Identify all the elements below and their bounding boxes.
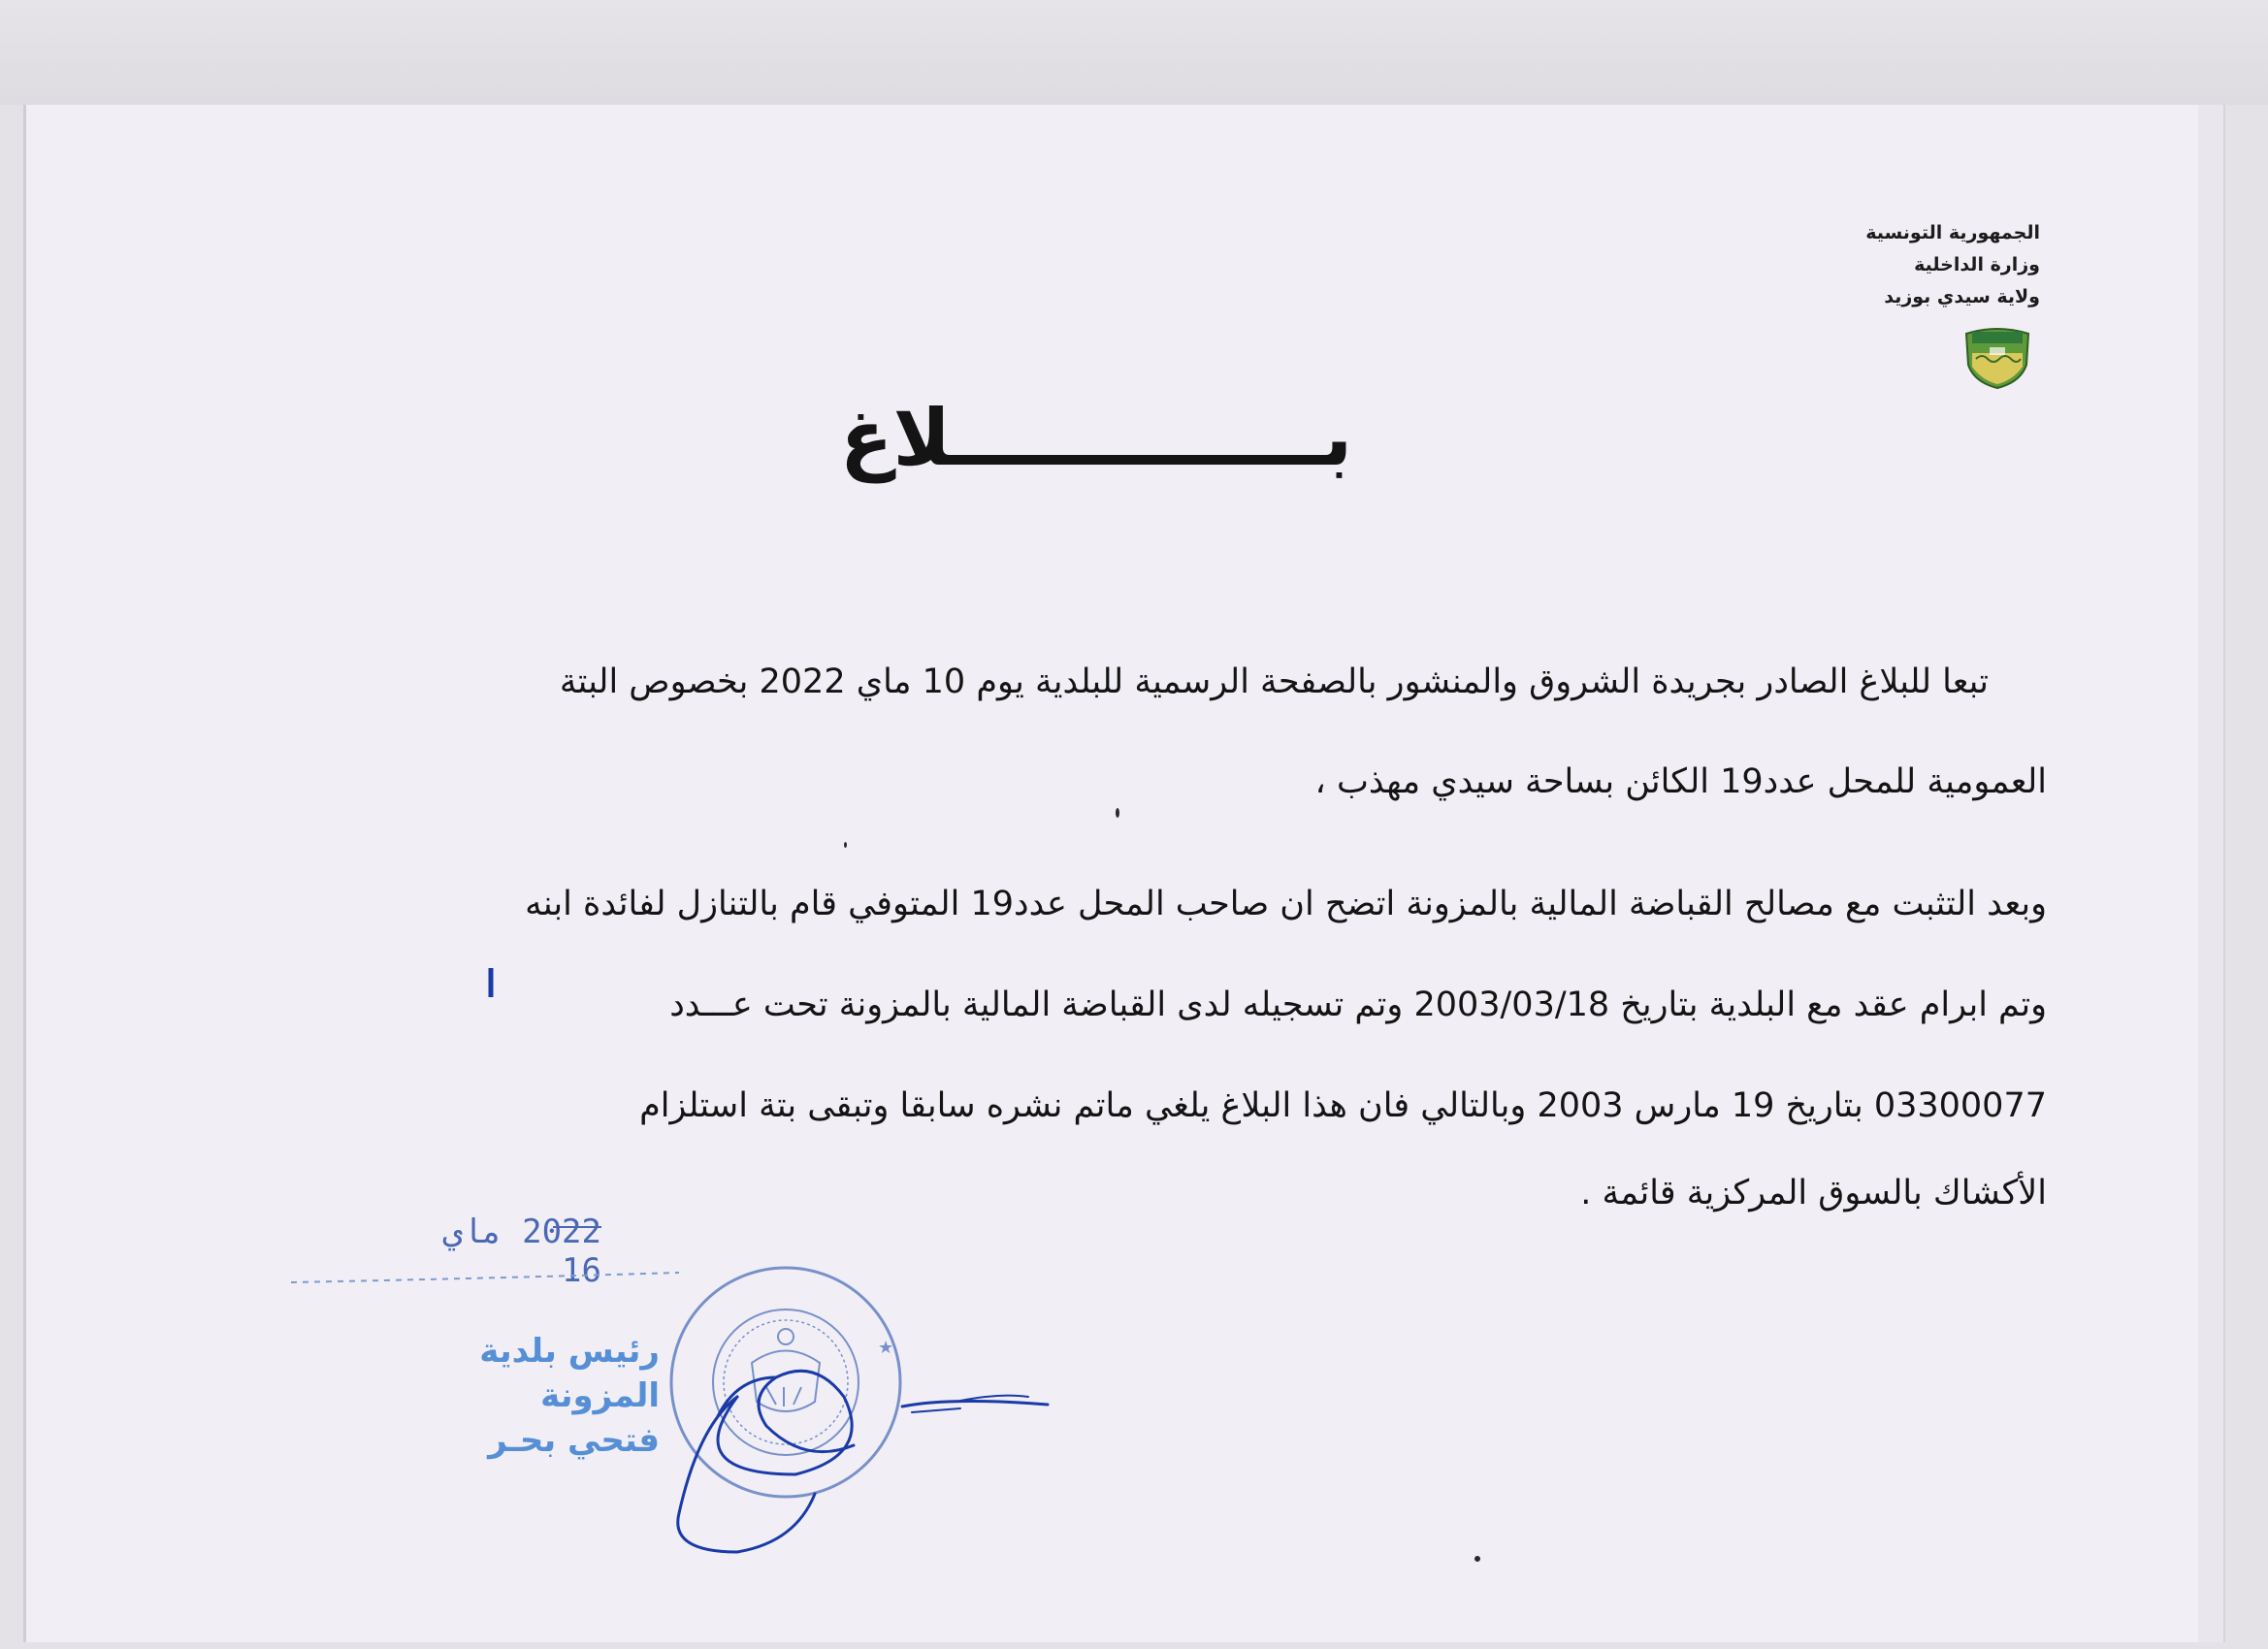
stamp-date: 2022 ماي 16 [442,1212,601,1290]
official-seal-icon [671,1268,900,1497]
letterhead-ministry: وزارة الداخلية [1914,254,2040,275]
svg-text:★: ★ [878,1338,894,1358]
signature-title: رئيس بلدية المزونة [479,1332,660,1415]
paragraph-2-line-3: 03300077 بتاريخ 19 مارس 2003 وبالتالي فان هذا البلاغ يلغي ماتم نشره سابقا وتبقى بتة استلزام [639,1086,2047,1125]
paragraph-2-line-2: وتم ابرام عقد مع البلدية بتاريخ 2003/03/18 وتم تسجيله لدى القباضة المالية بالمزونة تحت عـــدد [669,986,2047,1024]
speck [1116,808,1119,818]
paragraph-2-line-1: وبعد التثبت مع مصالح القباضة المالية بالمزونة اتضح ان صاحب المحل عدد19 المتوفي قام بالتنازل لفائدة ابنه [525,885,2047,923]
paragraph-1-line-2: العمومية للمحل عدد19 الكائن بساحة سيدي مهذب ، [1314,762,2047,801]
signature-name: فتحي بحـر [488,1421,660,1460]
letterhead-republic: الجمهورية التونسية [1865,222,2040,243]
page-title: بــــــــــــــلاغ [839,393,1353,483]
handwritten-signature [678,1371,1048,1552]
letterhead-governorate: ولاية سيدي بوزيد [1884,286,2040,307]
speck [1474,1556,1480,1562]
stamp-guideline [291,1273,679,1282]
speck [844,842,847,848]
paragraph-2-line-4: الأكشاك بالسوق المركزية قائمة . [1580,1174,2047,1212]
paragraph-1-line-1: تبعا للبلاغ الصادر بجريدة الشروق والمنشور بالصفحة الرسمية للبلدية يوم 10 ماي 2022 بخصوص البتة [559,663,1989,701]
